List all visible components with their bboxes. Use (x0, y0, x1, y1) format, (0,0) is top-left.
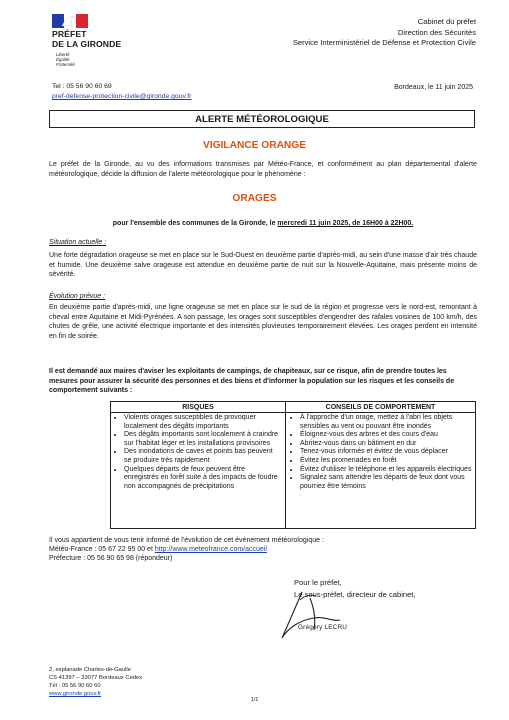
cabinet-line: Cabinet du préfet (417, 17, 476, 26)
risks-header (111, 402, 285, 413)
alert-title: ALERTE MÉTÉOROLOGIQUE (195, 113, 329, 125)
cabinet-line: Service Interministériel de Défense et Protection Civile (292, 38, 476, 47)
info-line (49, 545, 324, 554)
risk-item: • Des dégâts importants sont localement à craindre sur l'habitat léger et les installations provisoires (124, 431, 280, 448)
signature-line-1: Pour le préfet, (294, 578, 342, 587)
advice-item: • À l'approche d'un orage, mettez à l'abri les objets sensibles au vent ou pouvant être inondés (300, 414, 472, 431)
advice-item: • Tenez-vous informés et évitez de vous déplacer (300, 448, 472, 457)
cabinet-block (293, 17, 476, 49)
scope-period: mercredi 11 juin 2025, de 16H00 à 22H00. (277, 220, 414, 227)
advice-item: • Évitez d'utiliser le téléphone et les appareils électriques (300, 466, 472, 475)
alert-title-box (49, 110, 475, 128)
meteo-phone: Météo-France : 05 67 22 95 00 et (49, 546, 155, 554)
intro-paragraph: Le préfet de la Gironde, au vu des informations transmises par Météo-France, et conformément au plan départemental d'alerte météorologique, décide la diffusion de l'alerte météorologique pour le phénomène : (49, 161, 477, 178)
logo-line-2: DE LA GIRONDE (52, 38, 122, 49)
cabinet-line: Direction des Sécurités (397, 27, 476, 37)
footer-line: Tél : 05 56 90 60 60 (49, 683, 101, 689)
risks-header-label: RISQUES (182, 403, 214, 411)
info-block (49, 536, 324, 564)
meteofrance-link[interactable]: http://www.meteofrance.com/accueil (154, 546, 267, 554)
motto-line: Égalité (56, 57, 70, 62)
advice-header (286, 402, 475, 413)
risk-item: • Quelques départs de feux peuvent être enregistrés en forêt suite à des impacts de foudre non accompagnés de précipitations (124, 466, 280, 492)
advice-item: • Éloignez-vous des arbres et des cours d'eau (300, 431, 472, 440)
contact-phone: Tel : 05 56 90 60 69 (52, 83, 112, 90)
mayor-instructions: Il est demandé aux maires d'aviser les exploitants de campings, de chapiteaux, sur ce risque, afin de prendre toutes les mesures pour assurer la sécurité des personnes et des biens et d'informer la population sur les risques et les conseils de comportement suivants : (49, 368, 455, 395)
marianne-logo-icon (52, 14, 88, 28)
advice-column (290, 414, 472, 491)
risk-advice-table (110, 401, 476, 529)
table-divider (285, 402, 286, 528)
signature-line-2: Le sous-préfet, directeur de cabinet, (294, 590, 416, 599)
advice-item: • Évitez les promenades en forêt (300, 457, 472, 466)
scope-line (49, 220, 477, 227)
handwritten-signature-icon (270, 588, 380, 644)
advice-item: • Signalez sans attendre les départs de feux dont vous pourriez être témoins (300, 474, 472, 491)
document-date: Bordeaux, le 11 juin 2025 (394, 84, 473, 91)
footer-address (49, 666, 142, 698)
risk-item: • Des inondations de caves et points bas peuvent se produire très rapidement (124, 448, 280, 465)
situation-text: Une forte dégradation orageuse se met en place sur le Sud-Ouest en deuxième partie d'après-midi, au sein d'une masse d'air très chaude et humide. Une deuxième salve orageuse est attendue en deuxième partie de nuit sur la Nouvelle-Aquitaine, mais présente moins de sévérité. (49, 252, 477, 279)
scope-prefix: pour l'ensemble des communes de la Gironde, le (112, 220, 278, 227)
motto-line: Liberté (56, 52, 70, 57)
footer-line: 2, esplanade Charles-de-Gaulle (49, 667, 131, 673)
info-line: Préfecture : 05 56 90 65 98 (répondeur) (49, 555, 173, 563)
evolution-title: Évolution prévue : (49, 293, 106, 300)
page-number: 1/1 (250, 697, 259, 703)
motto-line: Fraternité (56, 62, 75, 67)
vigilance-level: VIGILANCE ORANGE (202, 140, 306, 151)
logo-line-1: PRÉFET (52, 29, 87, 39)
risks-column (114, 414, 280, 491)
evolution-text: En deuxième partie d'après-midi, une ligne orageuse se met en place sur le sud de la région et progresse vers le nord-est, remontant à cheval entre Aquitaine et Midi-Pyrénées. A son passage, les orages sont susceptibles d'engendrer des rafales voisines de 100 km/h, des chutes de grêle, une activité électrique importante et des intensités pluvieuses temporairement élevées. Les orages perdent en intensité en fin de soirée. (49, 304, 477, 340)
signatory-name: Grégory LECRU (298, 624, 348, 631)
footer-line: CS 41397 – 33077 Bordeaux Cedex (49, 675, 143, 681)
info-line: Il vous appartient de vous tenir informé de l'évolution de cet événement météorologique : (49, 537, 324, 544)
footer-website-link[interactable]: www.gironde.gouv.fr (49, 691, 102, 697)
contact-email-link[interactable]: pref-defense-protection-civile@gironde.gouv.fr (52, 93, 192, 100)
phenomenon-title: ORAGES (232, 193, 277, 204)
advice-item: • Abritez-vous dans un bâtiment en dur (300, 440, 472, 449)
contact-block (52, 82, 191, 102)
prefecture-logo-title (52, 30, 121, 49)
advice-header-label: CONSEILS DE COMPORTEMENT (325, 403, 436, 411)
situation-title: Situation actuelle : (49, 239, 107, 246)
motto (56, 52, 75, 67)
risk-item: • Violents orages susceptibles de provoquer localement des dégâts importants (124, 414, 280, 431)
